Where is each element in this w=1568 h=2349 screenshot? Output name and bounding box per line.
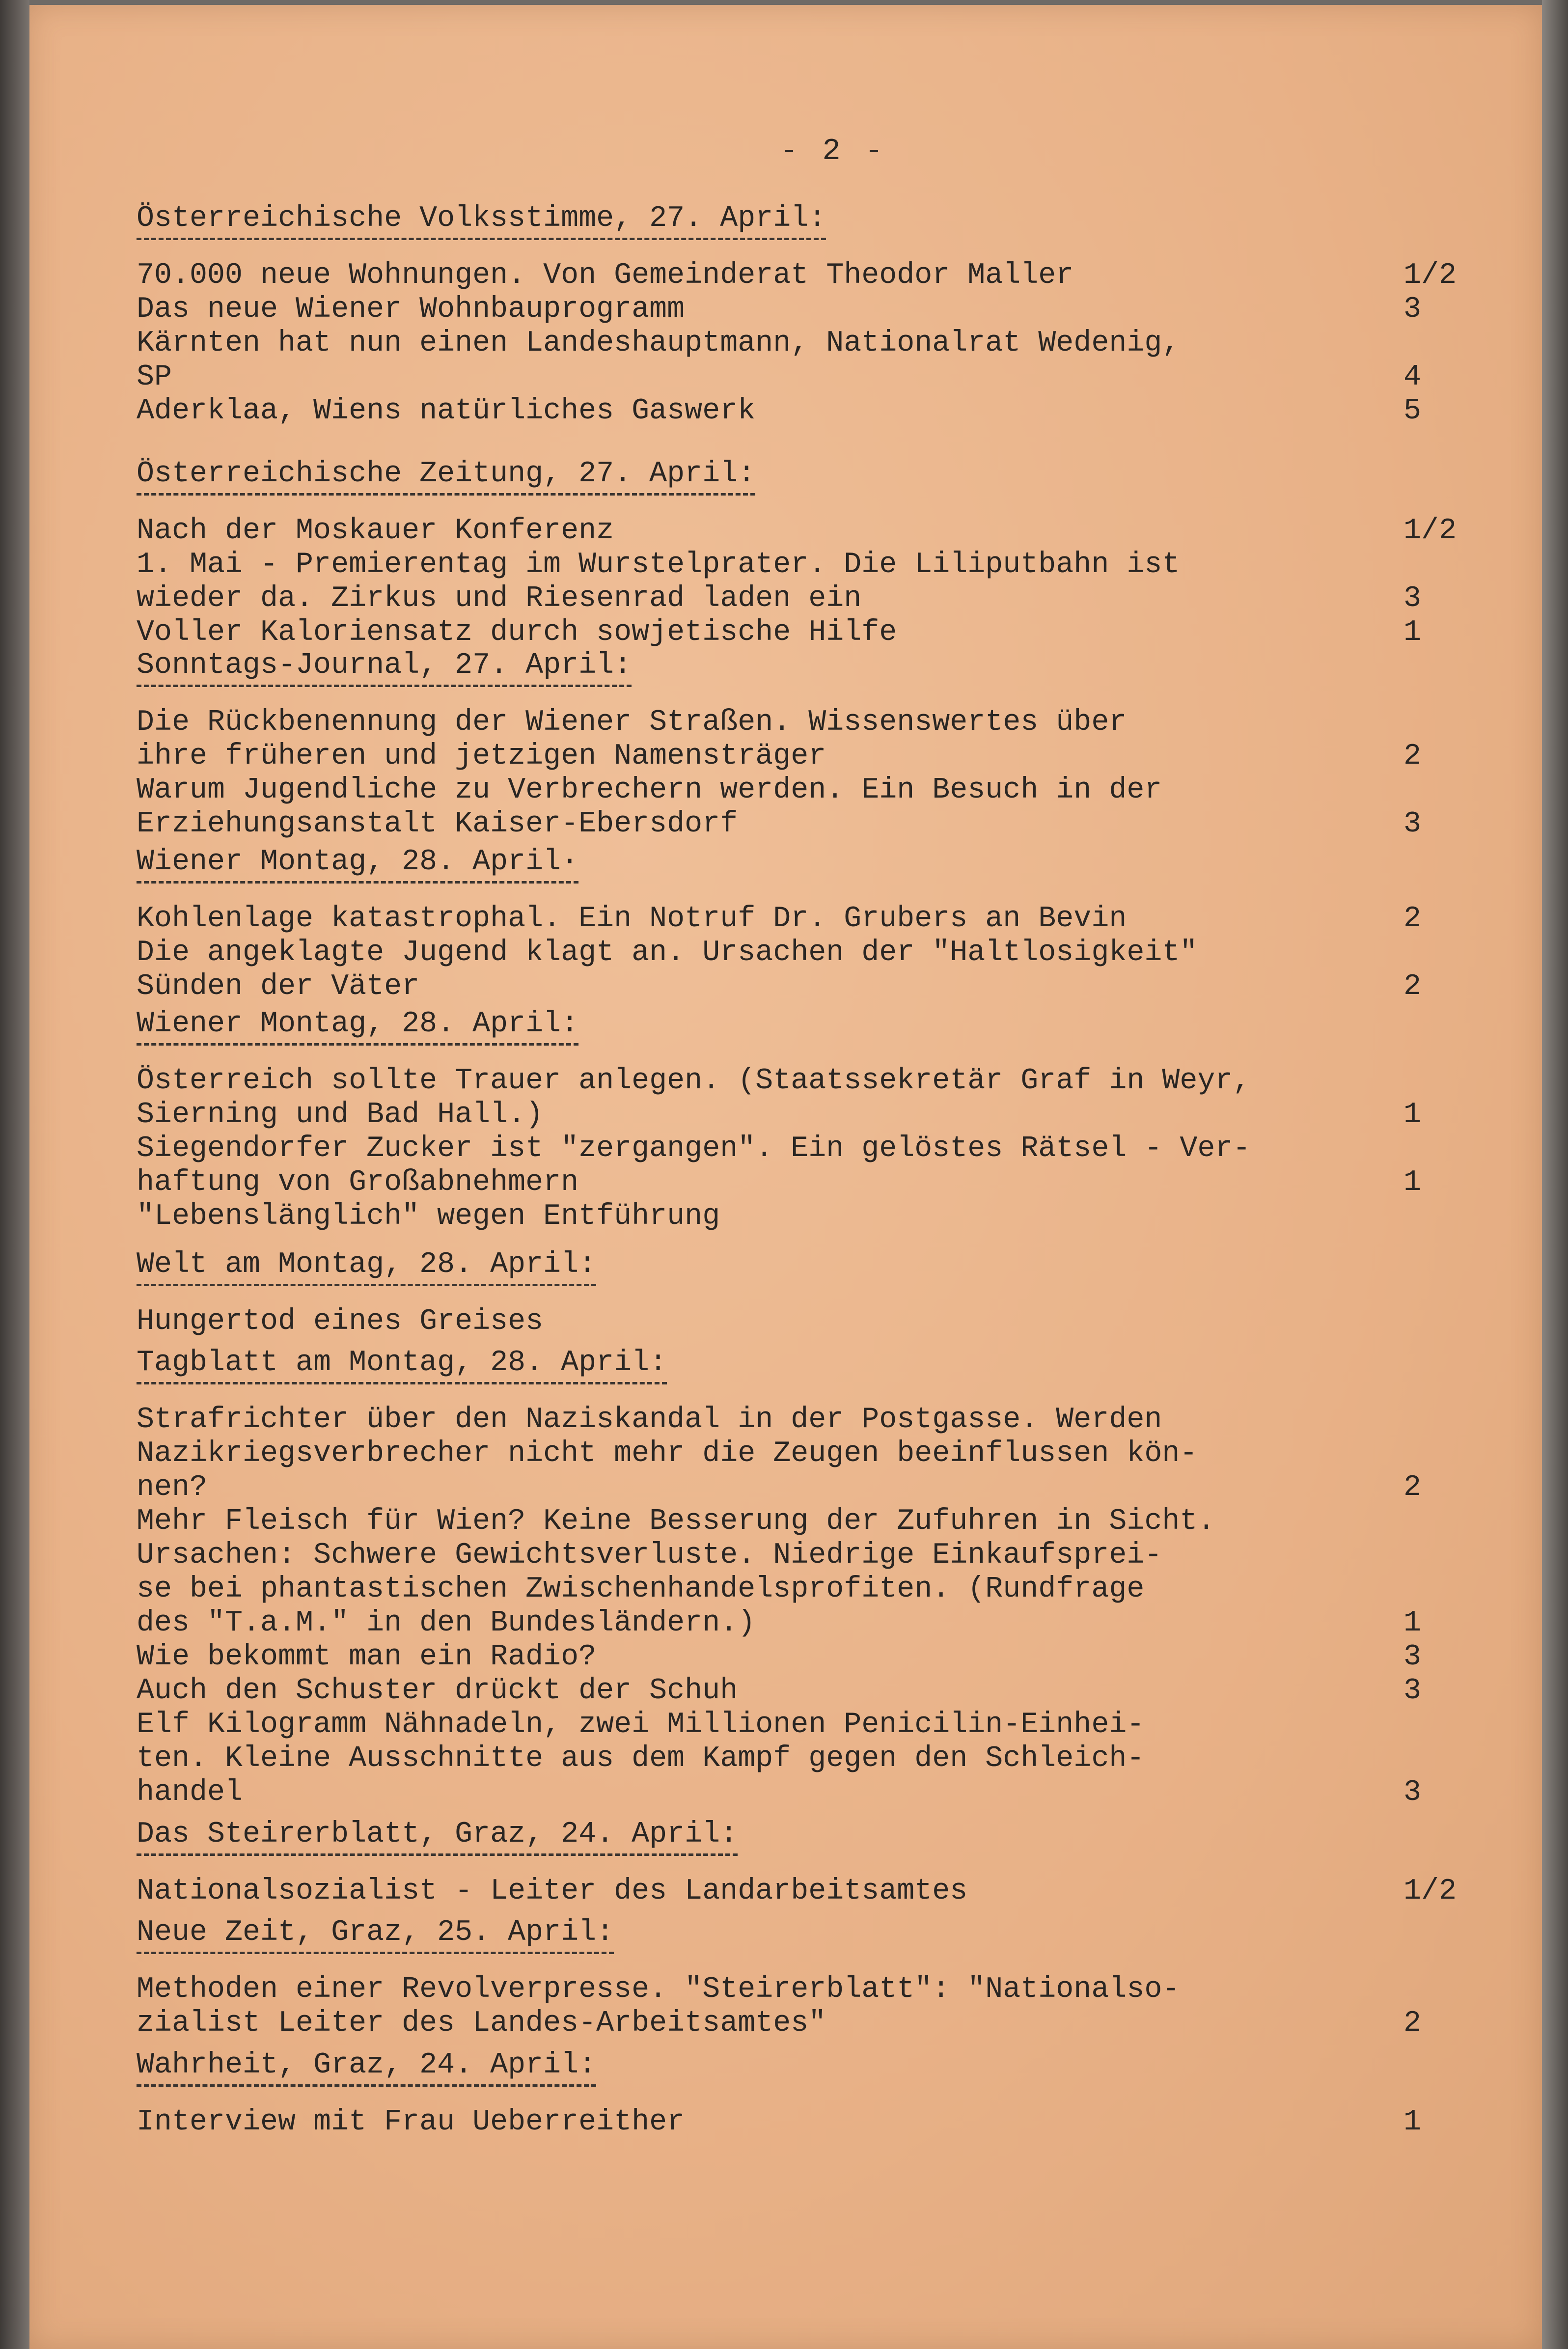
item-page: 1 bbox=[1403, 1166, 1422, 1199]
item-page: 3 bbox=[1403, 582, 1422, 615]
item-text: Nach der Moskauer Konferenz bbox=[137, 514, 614, 548]
item-text: Interview mit Frau Ueberreither bbox=[137, 2105, 685, 2139]
item-page: 2 bbox=[1403, 740, 1422, 773]
item-text: Wie bekommt man ein Radio? bbox=[137, 1640, 597, 1674]
section-heading: Neue Zeit, Graz, 25. April: bbox=[137, 1915, 614, 1954]
item-text: Hungertod eines Greises bbox=[137, 1305, 544, 1338]
list-item bbox=[137, 259, 1487, 293]
press-section bbox=[137, 2048, 1487, 2139]
press-section bbox=[137, 1915, 1487, 2041]
item-text: Methoden einer Revolverpresse. "Steirerblatt": "Nationalso- zialist Leiter des Landes-Arbeitsamtes" bbox=[137, 1973, 1180, 2040]
list-item bbox=[137, 1132, 1487, 1200]
item-text: Die angeklagte Jugend klagt an. Ursachen der "Haltlosigkeit" Sünden der Väter bbox=[137, 936, 1198, 1003]
list-item bbox=[137, 1505, 1487, 1640]
section-heading: Österreichische Zeitung, 27. April: bbox=[137, 457, 755, 496]
item-page: 5 bbox=[1403, 394, 1422, 428]
item-page: 2 bbox=[1403, 902, 1422, 936]
press-section bbox=[137, 457, 1487, 650]
press-section bbox=[137, 201, 1487, 428]
press-section bbox=[137, 1346, 1487, 1810]
press-section bbox=[137, 648, 1487, 841]
item-page: 3 bbox=[1403, 807, 1422, 841]
item-page: 2 bbox=[1403, 2007, 1422, 2040]
section-heading: Österreichische Volksstimme, 27. April: bbox=[137, 201, 826, 240]
item-text: Kohlenlage katastrophal. Ein Notruf Dr. Grubers an Bevin bbox=[137, 902, 1127, 936]
item-page: 2 bbox=[1403, 970, 1422, 1003]
section-heading: Wiener Montag, 28. April: bbox=[137, 1007, 578, 1046]
list-item bbox=[137, 327, 1487, 394]
item-page: 1/2 bbox=[1403, 514, 1457, 548]
list-item bbox=[137, 1403, 1487, 1505]
page-edge-right bbox=[1542, 0, 1568, 2349]
list-item bbox=[137, 774, 1487, 841]
item-page: 1 bbox=[1403, 616, 1422, 649]
list-item bbox=[137, 902, 1487, 936]
list-item bbox=[137, 1640, 1487, 1674]
item-text: Elf Kilogramm Nähnadeln, zwei Millionen Penicilin-Einhei- ten. Kleine Ausschnitte aus dem Kampf gegen den Schleich- handel bbox=[137, 1708, 1145, 1809]
section-heading: Sonntags-Journal, 27. April: bbox=[137, 648, 632, 687]
list-item bbox=[137, 2105, 1487, 2139]
item-text: Strafrichter über den Naziskandal in der Postgasse. Werden Nazikriegsverbrecher nicht mehr die Zeugen beeinflussen kön- nen? bbox=[137, 1403, 1198, 1504]
list-item bbox=[137, 548, 1487, 616]
item-text: Mehr Fleisch für Wien? Keine Besserung der Zufuhren in Sicht. Ursachen: Schwere Gewichtsverluste. Niedrige Einkaufsprei- se bei phantastischen Zwischenhandelsprofiten. (Rundfrage des "T.a.M." in den Bundesländern.) bbox=[137, 1505, 1215, 1640]
item-text: 70.000 neue Wohnungen. Von Gemeinderat Theodor Maller bbox=[137, 259, 1074, 292]
item-text: Warum Jugendliche zu Verbrechern werden. Ein Besuch in der Erziehungsanstalt Kaiser-Ebersdorf bbox=[137, 774, 1162, 841]
section-heading: Tagblatt am Montag, 28. April: bbox=[137, 1346, 667, 1384]
list-item bbox=[137, 514, 1487, 548]
list-item bbox=[137, 394, 1487, 428]
page-number: - 2 - bbox=[780, 134, 886, 168]
press-section bbox=[137, 1007, 1487, 1234]
item-page: 4 bbox=[1403, 360, 1422, 394]
list-item bbox=[137, 616, 1487, 650]
item-text: "Lebenslänglich" wegen Entführung bbox=[137, 1200, 720, 1233]
item-text: Aderklaa, Wiens natürliches Gaswerk bbox=[137, 394, 756, 428]
item-text: Auch den Schuster drückt der Schuh bbox=[137, 1674, 738, 1708]
document-page bbox=[29, 5, 1542, 2349]
section-heading: Das Steirerblatt, Graz, 24. April: bbox=[137, 1817, 738, 1856]
list-item bbox=[137, 936, 1487, 1004]
item-page: 1 bbox=[1403, 2105, 1422, 2139]
list-item bbox=[137, 706, 1487, 774]
list-item bbox=[137, 1708, 1487, 1810]
list-item bbox=[137, 293, 1487, 327]
item-page: 3 bbox=[1403, 1640, 1422, 1674]
list-item bbox=[137, 1973, 1487, 2041]
press-section bbox=[137, 845, 1487, 1004]
item-page: 1/2 bbox=[1403, 1875, 1457, 1908]
list-item bbox=[137, 1674, 1487, 1708]
item-page: 3 bbox=[1403, 1674, 1422, 1708]
item-page: 1 bbox=[1403, 1606, 1422, 1640]
item-text: 1. Mai - Premierentag im Wurstelprater. Die Liliputbahn ist wieder da. Zirkus und Riesenrad laden ein bbox=[137, 548, 1180, 615]
list-item bbox=[137, 1064, 1487, 1132]
section-heading: Wahrheit, Graz, 24. April: bbox=[137, 2048, 596, 2087]
item-page: 2 bbox=[1403, 1471, 1422, 1504]
book-binding-left bbox=[0, 0, 29, 2349]
section-heading: Welt am Montag, 28. April: bbox=[137, 1247, 596, 1286]
list-item bbox=[137, 1875, 1487, 1908]
item-text: Kärnten hat nun einen Landeshauptmann, Nationalrat Wedenig, SP bbox=[137, 327, 1180, 394]
item-text: Voller Kaloriensatz durch sowjetische Hilfe bbox=[137, 616, 897, 649]
item-text: Österreich sollte Trauer anlegen. (Staatssekretär Graf in Weyr, Sierning und Bad Hall.) bbox=[137, 1064, 1251, 1132]
item-page: 1/2 bbox=[1403, 259, 1457, 292]
item-text: Siegendorfer Zucker ist "zergangen". Ein gelöstes Rätsel - Ver- haftung von Großabnehmern bbox=[137, 1132, 1251, 1199]
section-heading: Wiener Montag, 28. April· bbox=[137, 845, 578, 884]
item-page: 3 bbox=[1403, 293, 1422, 326]
press-section bbox=[137, 1247, 1487, 1339]
list-item bbox=[137, 1305, 1487, 1339]
press-section bbox=[137, 1817, 1487, 1908]
item-text: Die Rückbenennung der Wiener Straßen. Wissenswertes über ihre früheren und jetzigen Namensträger bbox=[137, 706, 1127, 773]
item-page: 3 bbox=[1403, 1776, 1422, 1809]
item-text: Nationalsozialist - Leiter des Landarbeitsamtes bbox=[137, 1875, 968, 1908]
list-item bbox=[137, 1200, 1487, 1234]
item-page: 1 bbox=[1403, 1098, 1422, 1132]
item-text: Das neue Wiener Wohnbauprogramm bbox=[137, 293, 685, 326]
